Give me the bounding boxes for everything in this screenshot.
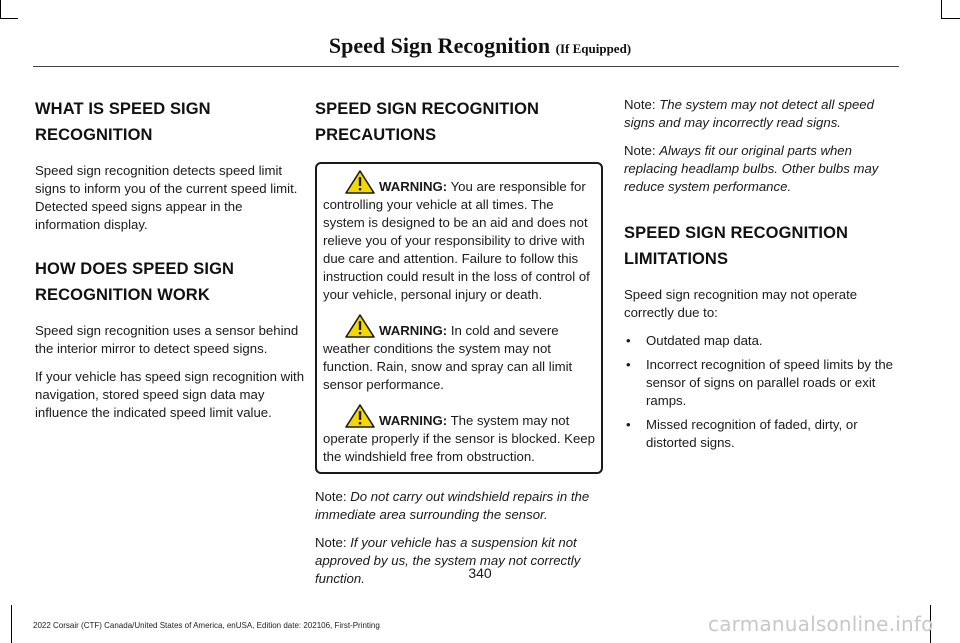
warning-triangle-icon [345,404,375,428]
note [624,96,899,132]
list-item [624,416,899,452]
footer-edition-info: 2022 Corsair (CTF) Canada/United States of America, enUSA, Edition date: 202106, First-Printing [33,621,380,630]
note [624,142,899,196]
warning-label: WARNING: [379,179,448,194]
crop-mark [941,0,942,18]
heading-line: SPEED SIGN RECOGNITION [624,224,849,242]
warning-item [323,170,595,304]
page-header-title [0,33,960,59]
paragraph: Speed sign recognition may not operate correctly due to: [624,287,858,320]
warning-label: WARNING: [379,323,448,338]
section-heading-what-is [35,96,305,148]
section-heading-limitations [624,220,899,272]
column-right [624,96,899,458]
page-number: 340 [468,565,492,581]
warning-box [315,162,603,474]
crop-mark [0,18,18,19]
heading-line: SPEED SIGN RECOGNITION [315,100,540,118]
header-title-suffix: (If Equipped) [555,41,632,56]
crop-mark [941,18,960,19]
warning-item [323,404,595,466]
bullet-icon: • [626,417,631,432]
note-label: Note: [315,489,347,504]
note-text: Do not carry out windshield repairs in the immediate area surrounding the sensor. [315,489,590,522]
paragraph: Speed sign recognition detects speed limit signs to inform you of the current speed limit. Detected speed signs appear in the information display. [35,163,298,232]
column-middle [315,96,603,598]
column-left [35,96,305,432]
heading-line: RECOGNITION WORK [35,286,210,304]
header-title-text: Speed Sign Recognition [328,33,551,58]
warning-text: You are responsible for controlling your vehicle at all times. The system is designed to be an aid and does not relieve you of your responsibility to drive with due care and attention. Failure to follow this instruction could result in the loss of control of your vehicle, personal injury or death. [323,179,590,302]
warning-label: WARNING: [379,413,448,428]
note-label: Note: [315,535,347,550]
heading-line: HOW DOES SPEED SIGN [35,260,235,278]
crop-mark [11,605,12,643]
warning-triangle-icon [345,170,375,194]
note-label: Note: [624,143,656,158]
limitations-list [624,332,899,452]
bullet-icon: • [626,333,631,348]
list-item-text: Outdated map data. [646,333,763,348]
heading-line: WHAT IS SPEED SIGN [35,100,211,118]
paragraph: If your vehicle has speed sign recognition with navigation, stored speed sign data may influence the indicated speed limit value. [35,369,305,420]
warning-text: The system may not operate properly if the sensor is blocked. Keep the windshield free from obstruction. [323,413,595,464]
note-text: The system may not detect all speed signs and may incorrectly read signs. [624,97,874,130]
heading-line: LIMITATIONS [624,250,729,268]
list-item [624,356,899,410]
section-heading-precautions [315,96,603,148]
list-item-text: Missed recognition of faded, dirty, or distorted signs. [646,417,858,450]
paragraph: Speed sign recognition uses a sensor behind the interior mirror to detect speed signs. [35,323,299,356]
list-item-text: Incorrect recognition of speed limits by the sensor of signs on parallel roads or exit ramps. [646,357,894,408]
note-label: Note: [624,97,656,112]
warning-text: In cold and severe weather conditions the system may not function. Rain, snow and spray can all limit sensor performance. [323,323,573,392]
note [315,488,603,524]
warning-triangle-icon [345,314,375,338]
heading-line: RECOGNITION [35,126,153,144]
section-heading-how-does [35,256,305,308]
heading-line: PRECAUTIONS [315,126,437,144]
bullet-icon: • [626,357,631,372]
watermark: carmanualsonline.info [708,612,934,636]
list-item [624,332,899,350]
warning-item [323,314,595,394]
header-divider [33,66,899,67]
crop-mark [0,0,1,18]
note-text: Always fit our original parts when replacing headlamp bulbs. Other bulbs may reduce system performance. [624,143,879,194]
note-text: If your vehicle has a suspension kit not approved by us, the system may not correctly function. [315,535,581,586]
